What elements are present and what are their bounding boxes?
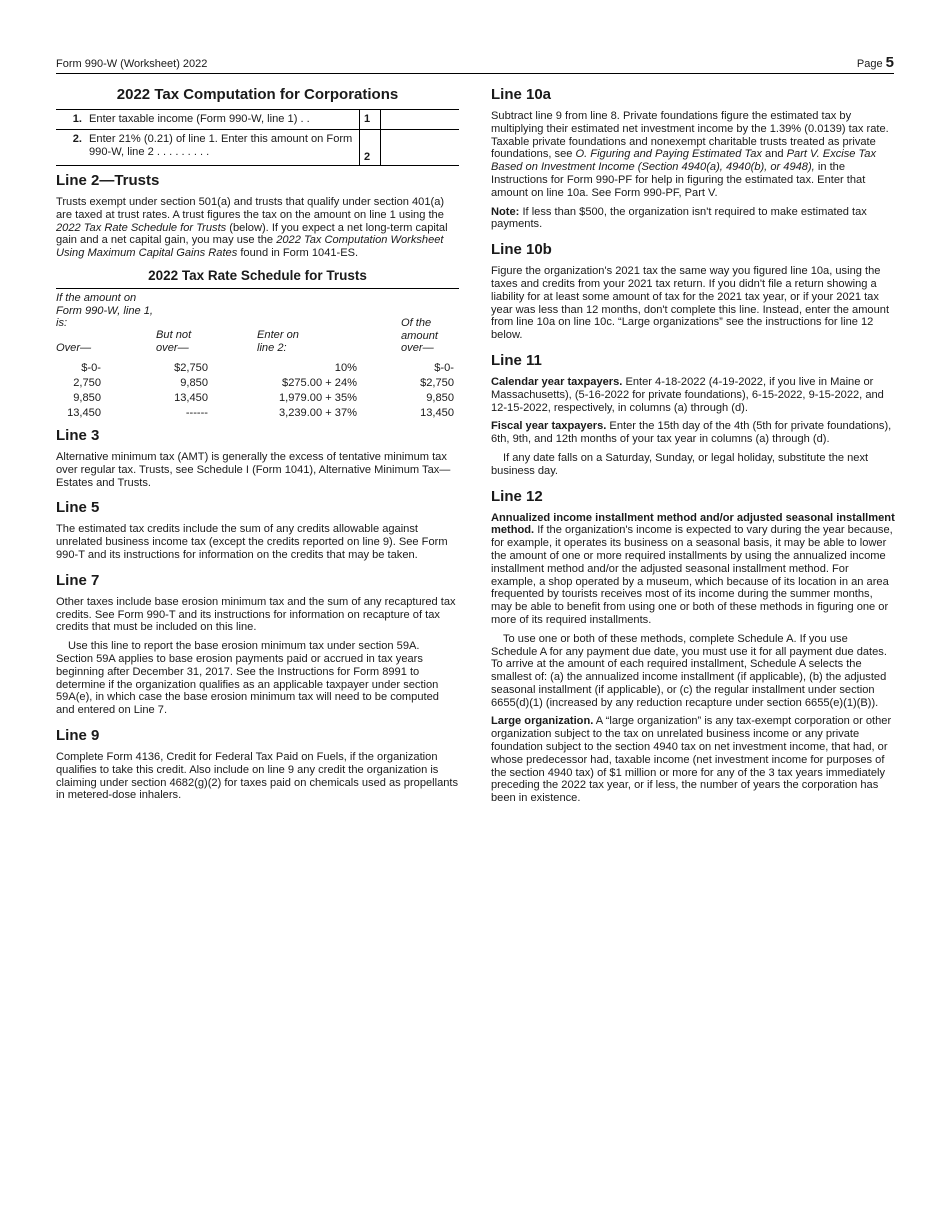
line7-paragraph-2: Use this line to report the base erosion minimum tax under section 59A. Section 59A applies to base erosion payments paid or accrued in tax years beginning after December 31, 2017. See the Instructions for Form 8991 to determine if the organization qualifies as an applicable taxpayer under section 59A(e), in which case the base erosion minimum tax will need to be computed and entered on Line 7. xyxy=(56,640,439,717)
note-label: Note: xyxy=(491,205,520,218)
line10b-paragraph: Figure the organization's 2021 tax the same way you figured line 10a, using the taxes and credits from your 2021 tax return. If you didn't file a return showing a liability for at least some amount of tax for the 2021 tax year, or if your 2021 tax year was less than 12 months, don't complete this line. Instead, enter the amount from line 10a on line 10c. “Large organizations” see the instructions for line 12 below. xyxy=(491,265,890,342)
line7-heading: Line 7 xyxy=(56,571,100,589)
header-enter-on-line2: Enter on line 2: xyxy=(257,328,299,354)
text-span: If the organization's income is expected to vary during the year because, for example, it operates its business on a seasonal basis, it may be able to lower the amount of one or more required installments by using the annualized income installment method and/or the adjusted seasonal installment method. For example, a shop operated by a museum, which because of its location in an area frequented by tourists receives most of its income during the summer months, may be able to benefit from using one or both of these methods in figuring one or more of its required installments. xyxy=(491,524,893,626)
cell-of-the: $2,750 xyxy=(420,376,454,389)
header-but-not-over: But not over— xyxy=(156,328,192,354)
italic-span: Part V. Excise Tax Based on Investment Income (Section 4940(a), 4940(b), or 4948), xyxy=(491,148,877,174)
text-span: Subtract line 9 from line 8. Private foundations figure the estimated tax by multiplying their estimated net investment income by the 1.39% (0.0139) tax rate. Taxable private foundations and nonexempt charitable trusts treated as private foundations, see xyxy=(491,110,889,161)
line10a-paragraph xyxy=(491,110,895,200)
text-span: (below). If you expect a net long-term capital gain and a net capital gain, you may use the xyxy=(56,221,448,247)
rate-schedule-header xyxy=(56,289,459,357)
cell-of-the: 9,850 xyxy=(426,391,454,404)
line10a-note xyxy=(491,206,895,232)
computation-row-2 xyxy=(56,129,459,165)
header-if-amount: If the amount on Form 990-W, line 1, is: xyxy=(56,291,153,330)
page-indicator xyxy=(857,54,894,71)
run-in-label: Large organization. xyxy=(491,715,594,728)
cell-over: $-0- xyxy=(81,361,101,374)
table-row xyxy=(56,391,459,406)
left-column xyxy=(56,86,459,808)
text-span: found in Form 1041-ES. xyxy=(237,247,359,260)
tax-computation-table xyxy=(56,109,459,166)
right-column xyxy=(491,86,895,811)
line12-schedule-a-paragraph: To use one or both of these methods, complete Schedule A. If you use Schedule A for any payment due date, you must use it for all payment due dates. To arrive at the amount of each required installment, Schedule A selects the smallest of: (a) the annualized income installment (if applicable), (b) the adjusted seasonal installment (if applicable), or (c) the regular installment under section 6655(d)(1) (increased by any reduction recapture under section 6655(e)(1)(B)). xyxy=(491,632,887,709)
text-span: A “large organization” is any tax-exempt corporation or other organization subject to the tax on unrelated business income or any private foundation subject to the section 4940 tax on net investment income, that had, or whose predecessor had, taxable income (net investment income for purposes of the section 4940 tax) of $1 million or more for any of the 3 tax years immediately preceding the 2022 tax year, or if less, the number of years the corporation has been in existence. xyxy=(491,715,892,805)
rate-schedule-title: 2022 Tax Rate Schedule for Trusts xyxy=(148,267,367,283)
line12-annualized-paragraph xyxy=(491,512,895,627)
computation-row-text: Enter 21% (0.21) of line 1. Enter this amount on Form 990-W, line 2 . . . . . . . . . xyxy=(89,133,353,158)
cell-enter: 10% xyxy=(334,361,357,374)
line3-paragraph: Alternative minimum tax (AMT) is generally the excess of tentative minimum tax over regular tax. Trusts, see Schedule I (Form 1041), Alternative Minimum Tax—Estates and Trusts. xyxy=(56,450,451,489)
line11-holiday-paragraph: If any date falls on a Saturday, Sunday, or legal holiday, substitute the next business day. xyxy=(491,451,869,477)
run-in-label: Calendar year taxpayers. xyxy=(491,375,623,388)
line11-fiscal-paragraph xyxy=(491,420,895,446)
italic-span: O. Figuring and Paying Estimated Tax xyxy=(575,148,762,161)
line2-heading: Line 2—Trusts xyxy=(56,172,160,189)
line-2-amount-field[interactable] xyxy=(381,130,459,165)
run-in-label: Fiscal year taxpayers. xyxy=(491,420,607,433)
text-span: Enter the 15th day of the 4th (5th for private foundations), 6th, 9th, and 12th months of your tax year in columns (a) through (d). xyxy=(491,420,892,446)
italic-span: 2022 Tax Computation Worksheet Using Maximum Capital Gains Rates xyxy=(56,234,444,260)
form-title: Form 990-W (Worksheet) 2022 xyxy=(56,58,208,70)
table-row xyxy=(56,406,459,421)
cell-enter: 1,979.00 + 35% xyxy=(278,391,357,404)
text-span: Enter 4-18-2022 (4-19-2022, if you live in Maine or Massachusetts), (5-16-2022 for private foundations), 6-15-2022, 9-15-2022, and 12-15-2022, respectively, in columns (a) through (d). xyxy=(491,375,884,414)
cell-of-the: $-0- xyxy=(434,361,454,374)
table-row xyxy=(56,361,459,376)
line2-paragraph xyxy=(56,196,459,260)
computation-row-1 xyxy=(56,110,459,129)
text-span: and xyxy=(761,148,787,161)
computation-row-number: 2. xyxy=(72,133,82,145)
run-in-label: Annualized income installment method and/or adjusted seasonal installment method. xyxy=(491,511,895,537)
cell-but-not: 9,850 xyxy=(180,376,208,389)
line10b-heading: Line 10b xyxy=(491,241,552,259)
rate-schedule-body xyxy=(56,361,459,421)
line9-paragraph: Complete Form 4136, Credit for Federal Tax Paid on Fuels, if the organization qualifies to take this credit. Also include on line 9 any credit the organization is claiming under section 4682(g)(2) for taxes paid on chemicals used as propellants in metered-dose inhalers. xyxy=(56,750,459,802)
cell-enter: $275.00 + 24% xyxy=(282,376,357,389)
cell-but-not: $2,750 xyxy=(174,361,208,374)
cell-enter: 3,239.00 + 37% xyxy=(278,406,357,419)
line-1-amount-field[interactable] xyxy=(381,110,459,129)
rate-schedule-table xyxy=(56,288,459,421)
header-over: Over— xyxy=(56,341,92,354)
text-span: If less than $500, the organization isn't required to make estimated tax payments. xyxy=(491,205,867,231)
line7-paragraph-1: Other taxes include base erosion minimum tax and the sum of any recaptured tax credits. See Form 990-T and its instructions for information on recapture of tax credits that must be included on this line. xyxy=(56,595,456,634)
page-number: 5 xyxy=(885,54,894,71)
page-label: Page xyxy=(856,58,883,70)
line9-heading: Line 9 xyxy=(56,726,100,744)
cell-of-the: 13,450 xyxy=(420,406,454,419)
header-of-the-amount: Of the amount over— xyxy=(401,316,439,355)
line11-calendar-paragraph xyxy=(491,376,895,414)
line5-paragraph: The estimated tax credits include the sum of any credits allowable against unrelated business income tax (except the credits reported on line 9). See Form 990-T and its instructions for information on the credits that may be taken. xyxy=(56,523,448,561)
italic-span: 2022 Tax Rate Schedule for Trusts xyxy=(56,221,227,234)
computation-line-label: 1 xyxy=(359,110,381,129)
line12-large-org-paragraph xyxy=(491,715,895,805)
computation-title: 2022 Tax Computation for Corporations xyxy=(116,86,399,103)
line10a-heading: Line 10a xyxy=(491,86,552,103)
cell-over: 9,850 xyxy=(73,391,101,404)
cell-but-not: ------ xyxy=(185,406,208,419)
line11-heading: Line 11 xyxy=(491,351,542,369)
table-row xyxy=(56,376,459,391)
computation-row-number: 1. xyxy=(72,113,82,125)
cell-over: 13,450 xyxy=(67,406,101,419)
computation-line-label: 2 xyxy=(359,130,381,165)
page-header xyxy=(56,54,894,74)
text-span: Trusts exempt under section 501(a) and trusts that qualify under section 401(a) are taxed at trust rates. A trust figures the tax on the amount on line 1 using the xyxy=(56,196,445,221)
line12-heading: Line 12 xyxy=(491,487,543,505)
cell-but-not: 13,450 xyxy=(174,391,208,404)
computation-row-text: Enter taxable income (Form 990-W, line 1) . . xyxy=(89,113,310,125)
cell-over: 2,750 xyxy=(73,376,101,389)
line5-heading: Line 5 xyxy=(56,499,100,517)
line3-heading: Line 3 xyxy=(56,426,100,444)
text-span: in the Instructions for Form 990-PF for help in figuring the estimated tax. Enter that amount on line 10a. See Form 990-PF, Part V. xyxy=(491,161,866,199)
